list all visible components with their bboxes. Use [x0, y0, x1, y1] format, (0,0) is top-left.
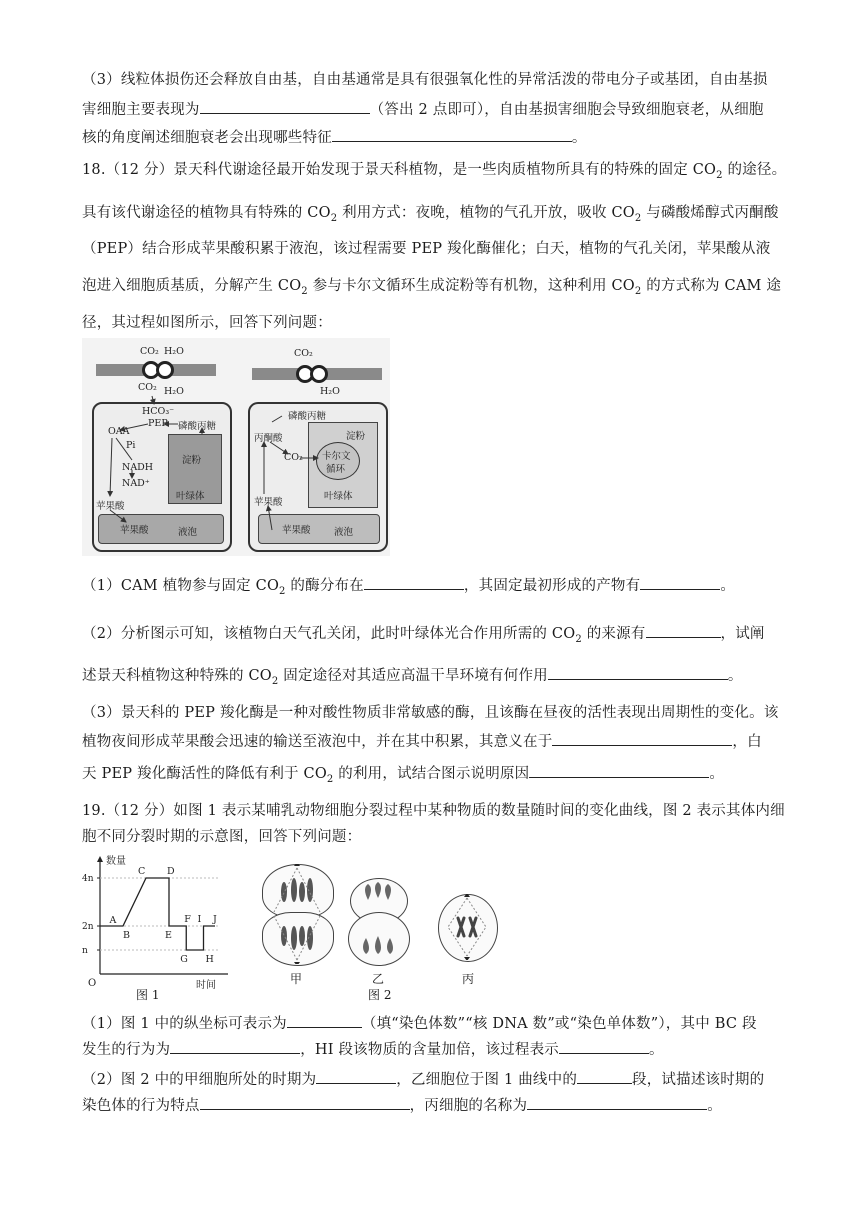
question-18-2-line1: （2）分析图示可知，该植物白天气孔关闭，此时叶绿体光合作用所需的 $CO_2$ 的来源有 ，试阐	[82, 622, 782, 650]
cell-yi-chromosomes	[348, 878, 408, 964]
answer-blank[interactable]	[200, 98, 370, 114]
y-tick-label: 4n	[82, 874, 94, 884]
pep-label: PEP	[148, 418, 168, 429]
figure-2-caption: 图 2	[368, 988, 392, 1002]
malate-label: 苹果酸	[254, 497, 283, 508]
question-19-title: 19.（12 分）如图 1 表示某哺乳动物细胞分裂过程中某种物质的数量随时间的变化曲线，图 2 表示其体内细	[82, 803, 785, 819]
x-axis-label: 时间	[196, 980, 216, 991]
question-18-line4: 泡进入细胞质基质，分解产生 $CO_2$ 参与卡尔文循环生成淀粉等有机物，这种利用 $CO_2$ 的方式称为 CAM 途	[82, 278, 782, 297]
answer-blank[interactable]	[640, 574, 720, 590]
answer-blank[interactable]	[287, 1012, 362, 1028]
question-18-3-line1: （3）景天科的 PEP 羧化酶是一种对酸性物质非常敏感的酶，且该酶在昼夜的活性表现出周期性的变化。该	[82, 705, 779, 721]
question-18-3-line3: 天 PEP 羧化酶活性的降低有利于 $CO_2$ 的利用，试结合图示说明原因 。	[82, 762, 782, 790]
question-19-line2: 胞不同分裂时期的示意图，回答下列问题：	[82, 829, 362, 845]
answer-blank[interactable]	[646, 622, 721, 638]
answer-blank[interactable]	[529, 762, 709, 778]
chloroplast-label: 叶绿体	[176, 491, 205, 502]
answer-blank[interactable]	[200, 1094, 410, 1110]
vacuole-label: 液泡	[178, 527, 198, 538]
point-label-E: E	[165, 930, 172, 941]
question-19-2-line2: 染色体的行为特点 ，丙细胞的名称为 。	[82, 1094, 782, 1116]
answer-blank[interactable]	[527, 1094, 707, 1110]
question-19-1-line2: 发生的行为为 ，HI 段该物质的含量加倍，该过程表示 。	[82, 1038, 782, 1060]
pyruvate-label: 丙酮酸	[254, 433, 283, 444]
question-17-3-line3: 核的角度阐述细胞衰老会出现哪些特征 。	[82, 126, 782, 148]
answer-blank[interactable]	[364, 574, 464, 590]
triose-phosphate-label: 磷酸丙糖	[288, 411, 327, 422]
point-label-B: B	[123, 930, 130, 941]
answer-blank[interactable]	[170, 1038, 300, 1054]
cell-jia-label: 甲	[290, 972, 303, 986]
figure-2	[240, 858, 530, 998]
malate-label: 苹果酸	[282, 525, 311, 536]
point-label-I: I	[197, 914, 202, 925]
nad-label: NAD⁺	[122, 478, 150, 489]
question-18-title: 18.（12 分）景天科代谢途径最开始发现于景天科植物，是一些肉质植物所具有的特殊的固定 $CO_2$ 的途径。	[82, 162, 787, 181]
point-label-D: D	[167, 866, 175, 877]
cam-pathway-figure	[82, 338, 390, 556]
starch-label: 淀粉	[346, 431, 366, 442]
co2-label: CO₂	[294, 348, 313, 359]
figure-1-chart	[78, 852, 228, 1002]
point-label-J: J	[213, 914, 217, 925]
y-tick-label: n	[82, 946, 88, 956]
cell-yi-label: 乙	[372, 972, 385, 986]
question-18-line5: 径，其过程如图所示，回答下列问题：	[82, 315, 332, 331]
pi-label: Pi	[126, 440, 136, 451]
cell-bing-chromosomes	[438, 894, 496, 960]
question-18-2-line2: 述景天科植物这种特殊的 $CO_2$ 固定途径对其适应高温干旱环境有何作用 。	[82, 664, 782, 692]
origin-label: O	[88, 978, 97, 989]
question-18-1: （1）CAM 植物参与固定 $CO_2$ 的酶分布在 ，其固定最初形成的产物有 。	[82, 574, 782, 602]
pathway-arrows	[82, 338, 390, 556]
answer-blank[interactable]	[332, 126, 572, 142]
question-17-3-line1: （3）线粒体损伤还会释放自由基，自由基通常是具有很强氧化性的异常活泼的带电分子或基团，自由基损	[82, 72, 768, 88]
question-18-line3: （PEP）结合形成苹果酸积累于液泡，该过程需要 PEP 羧化酶催化；白天，植物的气孔关闭，苹果酸从液	[82, 241, 771, 257]
y-axis-arrow	[97, 856, 103, 862]
h2o-label: H₂O	[164, 386, 184, 397]
triose-phosphate-label: 磷酸丙糖	[178, 421, 217, 432]
point-label-G: G	[180, 954, 188, 965]
h2o-label: H₂O	[164, 346, 184, 357]
answer-blank[interactable]	[548, 664, 728, 680]
co2-label: CO₂	[140, 346, 159, 357]
calvin-cycle-label: 卡尔文	[322, 451, 351, 462]
y-axis-label: 数量	[106, 856, 126, 867]
answer-blank[interactable]	[316, 1068, 396, 1084]
question-19-1-line1: （1）图 1 中的纵坐标可表示为 （填“染色体数”“核 DNA 数”或“染色单体数”），其中 BC 段	[82, 1012, 782, 1034]
figure-1-caption: 图 1	[136, 988, 160, 1002]
point-label-A: A	[109, 915, 117, 926]
starch-label: 淀粉	[182, 455, 202, 466]
point-label-C: C	[138, 866, 146, 877]
co2-label: CO₂	[138, 382, 157, 393]
cell-bing-label: 丙	[462, 972, 475, 986]
vacuole-label: 液泡	[334, 527, 354, 538]
cell-jia-chromosomes	[262, 864, 332, 964]
h2o-label: H₂O	[320, 386, 340, 397]
question-18-line2: 具有该代谢途径的植物具有特殊的 $CO_2$ 利用方式：夜晚，植物的气孔开放，吸收 $CO_2$ 与磷酸烯醇式丙酮酸	[82, 205, 779, 224]
malate-label: 苹果酸	[96, 501, 125, 512]
calvin-cycle-label: 循环	[326, 464, 346, 475]
y-tick-label: 2n	[82, 922, 94, 932]
malate-label: 苹果酸	[120, 525, 149, 536]
nadh-label: NADH	[122, 462, 154, 473]
hco3-label: HCO₃⁻	[142, 406, 175, 417]
question-19-2-line1: （2）图 2 中的甲细胞所处的时期为 ，乙细胞位于图 1 曲线中的 段，试描述该时期的	[82, 1068, 782, 1090]
co2-label: CO₂	[284, 452, 303, 463]
answer-blank[interactable]	[559, 1038, 649, 1054]
point-label-F: F	[184, 914, 191, 925]
oaa-label: OAA	[108, 426, 130, 437]
question-17-3-line2: 害细胞主要表现为 （答出 2 点即可），自由基损害细胞会导致细胞衰老，从细胞	[82, 98, 782, 120]
answer-blank[interactable]	[552, 730, 732, 746]
chloroplast-label: 叶绿体	[324, 491, 353, 502]
question-18-3-line2: 植物夜间形成苹果酸会迅速的输送至液泡中，并在其中积累，其意义在于 ，白	[82, 730, 782, 752]
answer-blank[interactable]	[577, 1068, 632, 1084]
point-label-H: H	[205, 954, 214, 965]
